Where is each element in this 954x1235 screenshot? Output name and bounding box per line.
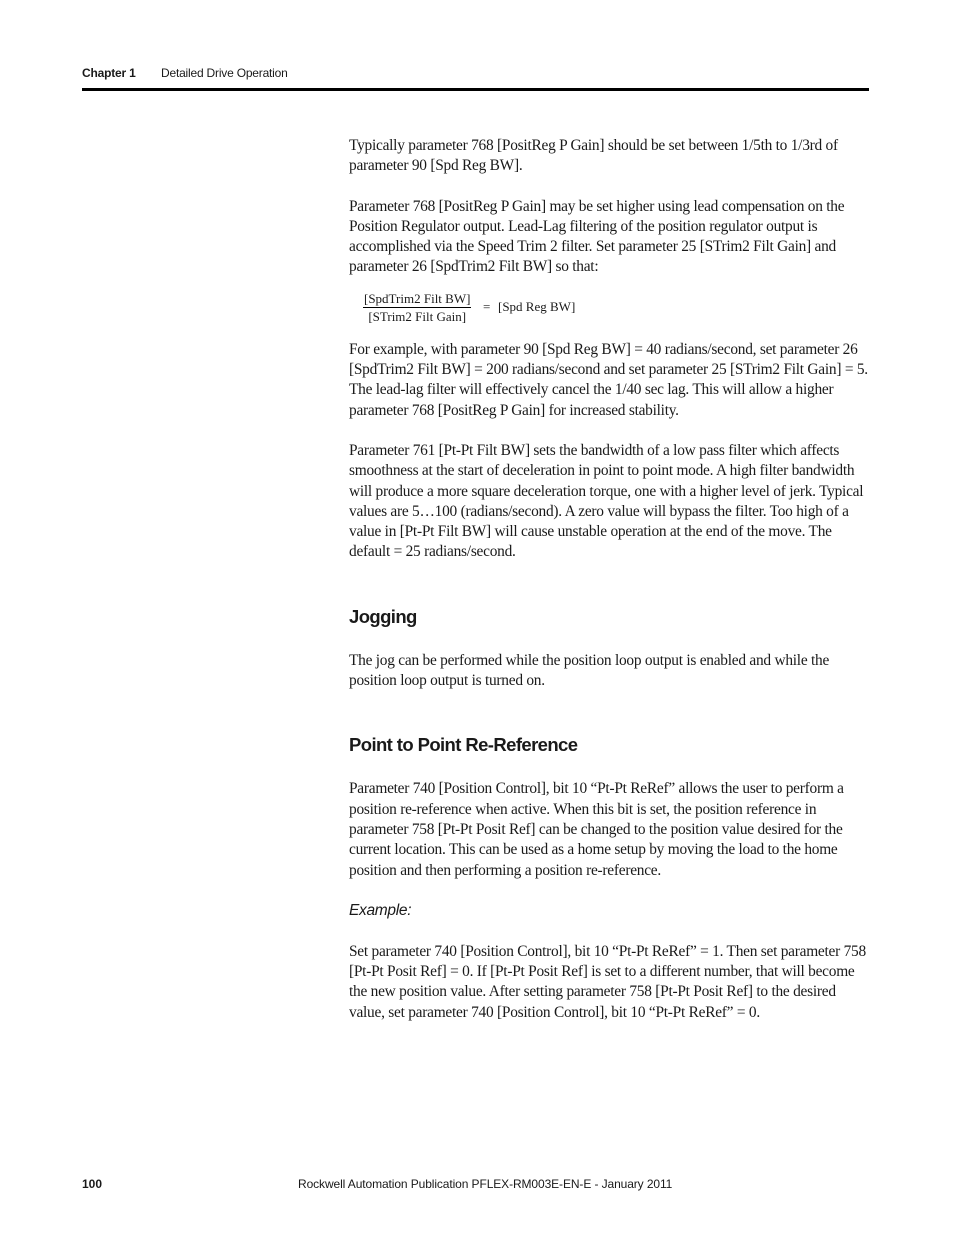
paragraph-lead-compensation: Parameter 768 [PositReg P Gain] may be set higher using lead compensation on the Position Regulator output. Lead-Lag filtering of the position regulator output is accomplished via the Speed Trim 2 filter. Set parameter 25 [STrim2 Filt Gain] and parameter 26 [SpdTrim2 Filt BW] so that: [349,197,845,276]
page-number: 100 [82,1177,103,1191]
paragraph-rereference: Parameter 740 [Position Control], bit 10 “Pt-Pt ReRef” allows the user to perform a position re-reference when active. When this bit is set, the position reference in parameter 758 [Pt-Pt Posit Ref] can be changed to the position value desired for the current location. This can be used as a home setup by moving the load to the home position and then performing a position re-reference. [349,780,844,879]
publication-info: Rockwell Automation Publication PFLEX-RM003E-EN-E - January 2011 [298,1177,673,1191]
chapter-title: Detailed Drive Operation [161,66,288,80]
formula-rhs: [Spd Reg BW] [498,298,576,314]
paragraph-ptpt-filter: Parameter 761 [Pt-Pt Filt BW] sets the bandwidth of a low pass filter which affects smoothness at the start of deceleration in point to point mode. A high filter bandwidth will produce a more square deceleration torque, one with a higher level of jerk. Typical values are 5…100 (radians/second). A zero value will bypass the filter. Too high of a value in [Pt-Pt Filt BW] will cause unstable operation at the end of the move. The default = 25 radians/second. [349,441,864,561]
heading-point-to-point-rereference: Point to Point Re-Reference [349,734,578,756]
paragraph-example-values: For example, with parameter 90 [Spd Reg BW] = 40 radians/second, set parameter 26 [SpdTrim2 Filt BW] = 200 radians/second and set parameter 25 [STrim2 Filt Gain] = 5. The lead-lag filter will effectively cancel the 1/40 sec lag. This will allow a higher parameter 768 [PositReg P Gain] for increased stability. [349,340,868,419]
header-divider [82,88,869,91]
main-content [349,136,869,1023]
paragraph-example-steps: Set parameter 740 [Position Control], bit 10 “Pt-Pt ReRef” = 1. Then set parameter 758 [Pt-Pt Posit Ref] = 0. If [Pt-Pt Posit Ref] is set to a different number, that will become the new position value. After setting parameter 758 [Pt-Pt Posit Ref] to the desired value, set parameter 740 [Position Control], bit 10 “Pt-Pt ReRef” = 0. [349,942,866,1021]
paragraph-gain-range: Typically parameter 768 [PositReg P Gain] should be set between 1/5th to 1/3rd of parameter 90 [Spd Reg BW]. [349,137,838,175]
example-label: Example: [349,901,412,919]
filter-formula [349,291,869,340]
formula-numerator: [SpdTrim2 Filt BW] [364,290,471,306]
formula-equals: = [483,298,491,314]
formula-fraction [363,291,471,325]
formula-denominator: [STrim2 Filt Gain] [368,308,467,324]
paragraph-jogging: The jog can be performed while the position loop output is enabled and while the position loop output is turned on. [349,651,830,690]
chapter-label: Chapter 1 [82,66,136,80]
heading-jogging: Jogging [349,605,417,627]
